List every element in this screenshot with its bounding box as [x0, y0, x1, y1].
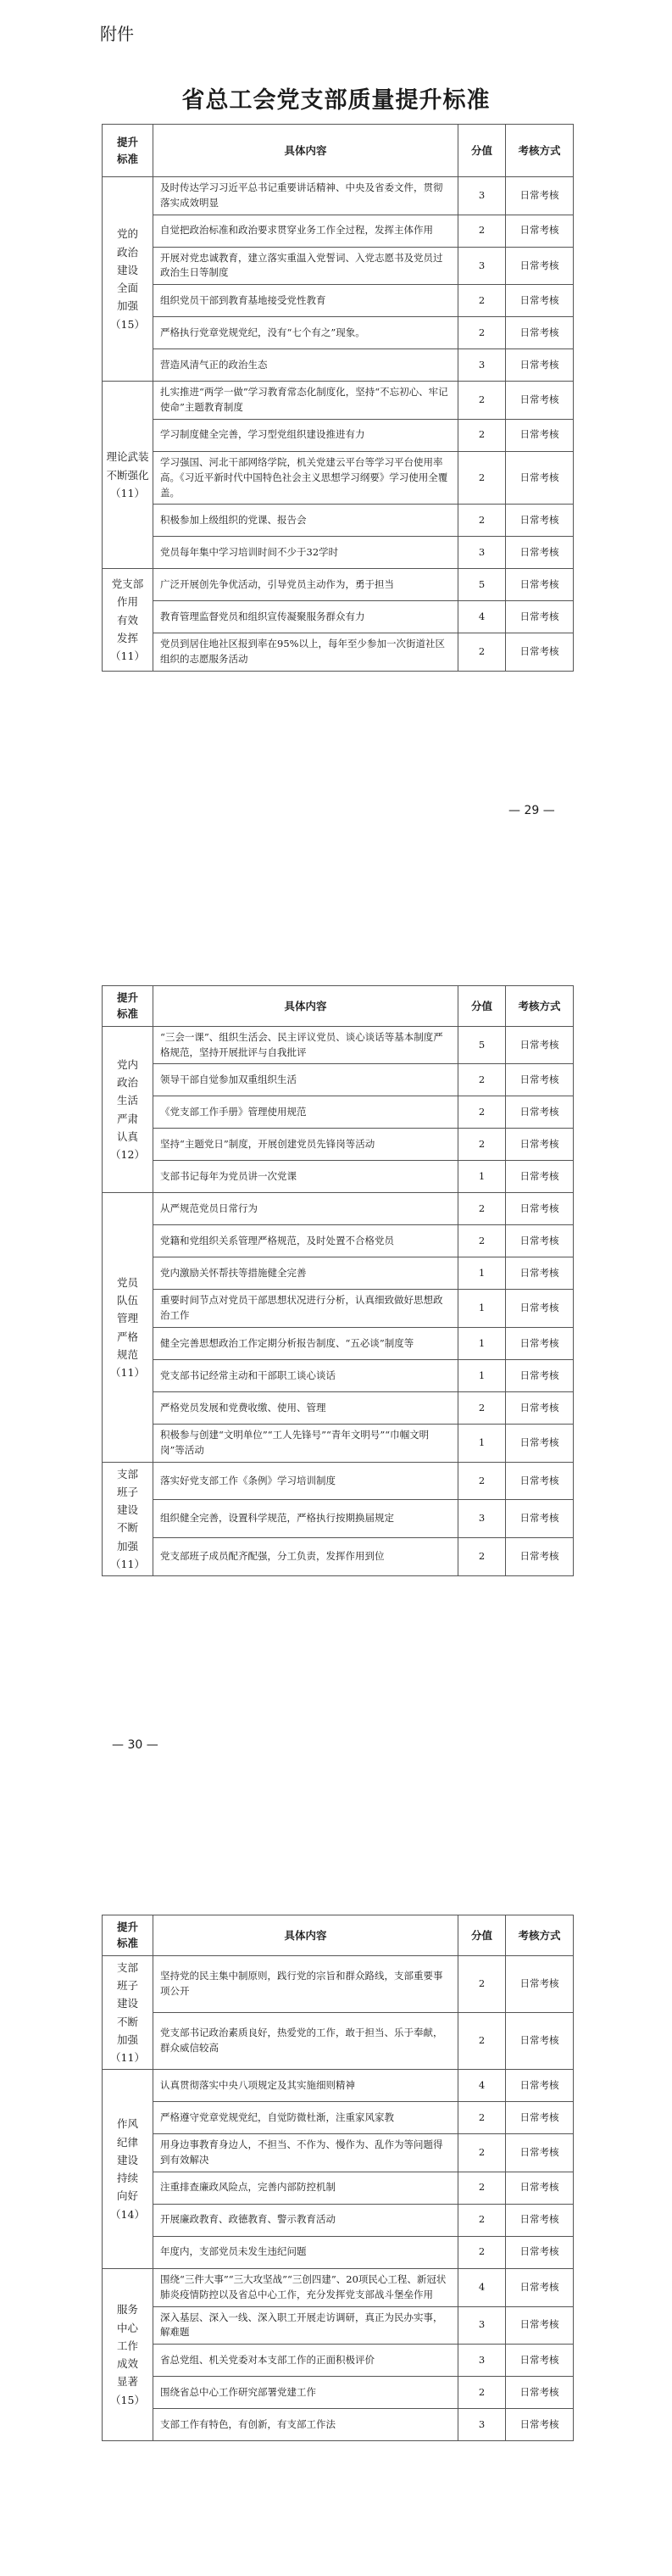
- score-cell: 2: [458, 382, 506, 420]
- method-cell: 日常考核: [506, 2172, 574, 2204]
- score-cell: 2: [458, 317, 506, 349]
- header-category: 提升 标准: [103, 125, 153, 177]
- content-cell: 严格遵守党章党规党纪，自觉防微杜渐，注重家风家教: [153, 2102, 458, 2134]
- score-cell: 4: [458, 2268, 506, 2306]
- method-cell: 日常考核: [506, 1538, 574, 1576]
- content-cell: 年度内，支部党员未发生违纪问题: [153, 2236, 458, 2268]
- category-cell: [103, 1193, 153, 1462]
- content-cell: 组织健全完善，设置科学规范，严格执行按期换届规定: [153, 1500, 458, 1538]
- table-row: [103, 1360, 574, 1392]
- category-name: 支部 班子 建设 不断 加强: [116, 1467, 138, 1553]
- score-cell: 3: [458, 537, 506, 569]
- score-cell: 3: [458, 247, 506, 285]
- table-row: [103, 2102, 574, 2134]
- method-cell: 日常考核: [506, 2013, 574, 2070]
- method-cell: 日常考核: [506, 349, 574, 382]
- method-cell: 日常考核: [506, 1161, 574, 1193]
- score-cell: 1: [458, 1425, 506, 1463]
- table-header-row: [103, 125, 574, 177]
- score-cell: 2: [458, 2172, 506, 2204]
- category-name: 服务 中心 工作 成效 显著: [116, 2303, 138, 2389]
- table-row: [103, 1955, 574, 2012]
- score-cell: 2: [458, 2377, 506, 2409]
- category-score-total: （12）: [110, 1148, 145, 1162]
- content-cell: 认真贯彻落实中央八项规定及其实施细则精神: [153, 2070, 458, 2102]
- score-cell: 2: [458, 1193, 506, 1225]
- content-cell: 积极参与创建“文明单位”“工人先锋号”“青年文明号”“巾帼文明岗”等活动: [153, 1425, 458, 1463]
- content-cell: 深入基层、深入一线、深入职工开展走访调研，真正为民办实事，解难题: [153, 2306, 458, 2345]
- method-cell: 日常考核: [506, 601, 574, 633]
- method-cell: 日常考核: [506, 451, 574, 504]
- method-cell: 日常考核: [506, 1193, 574, 1225]
- content-cell: 围绕“三件大事”“三大攻坚战”“三创四建”、20项民心工程、新冠状肺炎疫情防控以及省总中心工作，充分发挥党支部战斗堡垒作用: [153, 2268, 458, 2306]
- content-cell: 学习强国、河北干部网络学院，机关党建云平台等学习平台使用率高。《习近平新时代中国特色社会主义思想学习纲要》学习使用全覆盖。: [153, 451, 458, 504]
- category-score-total: （15）: [110, 317, 145, 331]
- category-name: 理论武装 不断强化: [106, 450, 149, 482]
- method-cell: 日常考核: [506, 633, 574, 672]
- header-method: 考核方式: [506, 1915, 574, 1956]
- content-cell: 开展廉政教育、政德教育、警示教育活动: [153, 2204, 458, 2236]
- score-cell: 2: [458, 451, 506, 504]
- table-row: [103, 2377, 574, 2409]
- score-cell: 3: [458, 2409, 506, 2441]
- method-cell: 日常考核: [506, 1425, 574, 1463]
- method-cell: 日常考核: [506, 537, 574, 569]
- standards-table-1: [102, 124, 574, 672]
- header-score: 分值: [458, 1915, 506, 1956]
- method-cell: 日常考核: [506, 382, 574, 420]
- score-cell: 1: [458, 1290, 506, 1328]
- header-method: 考核方式: [506, 125, 574, 177]
- table-row: [103, 2236, 574, 2268]
- content-cell: 学习制度健全完善，学习型党组织建设推进有力: [153, 419, 458, 451]
- table-row: [103, 633, 574, 672]
- method-cell: 日常考核: [506, 2236, 574, 2268]
- score-cell: 2: [458, 633, 506, 672]
- table-row: [103, 2172, 574, 2204]
- score-cell: 2: [458, 1225, 506, 1257]
- category-score-total: （15）: [110, 2393, 145, 2406]
- content-cell: 健全完善思想政治工作定期分析报告制度、“五必谈”制度等: [153, 1328, 458, 1360]
- page-title: 省总工会党支部质量提升标准: [181, 87, 491, 114]
- table-row: [103, 1161, 574, 1193]
- category-name: 支部 班子 建设 不断 加强: [116, 1960, 138, 2046]
- content-cell: 严格执行党章党规党纪，没有“七个有之”现象。: [153, 317, 458, 349]
- method-cell: 日常考核: [506, 1064, 574, 1096]
- content-cell: 坚持党的民主集中制原则，践行党的宗旨和群众路线，支部重要事项公开: [153, 1955, 458, 2012]
- score-cell: 4: [458, 2070, 506, 2102]
- header-score: 分值: [458, 986, 506, 1027]
- content-cell: 党支部书记经常主动和干部职工谈心谈话: [153, 1360, 458, 1392]
- score-cell: 2: [458, 2134, 506, 2172]
- page-number: — 29 —: [508, 804, 555, 817]
- content-cell: 坚持“主题党日”制度，开展创建党员先锋岗等活动: [153, 1129, 458, 1161]
- content-cell: 党内激励关怀帮扶等措施健全完善: [153, 1257, 458, 1290]
- score-cell: 1: [458, 1257, 506, 1290]
- category-cell: [103, 1026, 153, 1193]
- table-row: [103, 537, 574, 569]
- content-cell: 党员到居住地社区报到率在95%以上，每年至少参加一次街道社区组织的志愿服务活动: [153, 633, 458, 672]
- content-cell: 自觉把政治标准和政治要求贯穿业务工作全过程，发挥主体作用: [153, 215, 458, 247]
- category-name: 党内 政治 生活 严肃 认真: [116, 1057, 138, 1143]
- method-cell: 日常考核: [506, 1096, 574, 1129]
- table-row: [103, 177, 574, 215]
- content-cell: 党支部书记政治素质良好，热爱党的工作，敢于担当、乐于奉献，群众威信较高: [153, 2013, 458, 2070]
- method-cell: 日常考核: [506, 1290, 574, 1328]
- table-row: [103, 1392, 574, 1425]
- score-cell: 2: [458, 285, 506, 317]
- table-row: [103, 505, 574, 537]
- content-cell: 积极参加上级组织的党课、报告会: [153, 505, 458, 537]
- content-cell: 从严规范党员日常行为: [153, 1193, 458, 1225]
- header-category: 提升 标准: [103, 986, 153, 1027]
- score-cell: 3: [458, 177, 506, 215]
- method-cell: 日常考核: [506, 1225, 574, 1257]
- table-row: [103, 2134, 574, 2172]
- category-score-total: （11）: [110, 1557, 145, 1570]
- table-row: [103, 247, 574, 285]
- table-row: [103, 317, 574, 349]
- content-cell: 广泛开展创先争优活动，引导党员主动作为，勇于担当: [153, 569, 458, 601]
- table-row: [103, 1257, 574, 1290]
- method-cell: 日常考核: [506, 2102, 574, 2134]
- category-score-total: （14）: [110, 2207, 145, 2221]
- method-cell: 日常考核: [506, 1955, 574, 2012]
- table-row: [103, 1425, 574, 1463]
- category-cell: [103, 2070, 153, 2269]
- content-cell: 扎实推进“两学一做”学习教育常态化制度化，坚持“不忘初心、牢记使命”主题教育制度: [153, 382, 458, 420]
- category-cell: [103, 1462, 153, 1576]
- score-cell: 3: [458, 349, 506, 382]
- method-cell: 日常考核: [506, 1328, 574, 1360]
- table-row: [103, 1538, 574, 1576]
- content-cell: 党支部班子成员配齐配强，分工负责，发挥作用到位: [153, 1538, 458, 1576]
- table-row: [103, 349, 574, 382]
- header-method: 考核方式: [506, 986, 574, 1027]
- method-cell: 日常考核: [506, 419, 574, 451]
- score-cell: 3: [458, 2306, 506, 2345]
- table-row: [103, 419, 574, 451]
- method-cell: 日常考核: [506, 2268, 574, 2306]
- content-cell: 支部书记每年为党员讲一次党课: [153, 1161, 458, 1193]
- score-cell: 2: [458, 1538, 506, 1576]
- content-cell: 党籍和党组织关系管理严格规范，及时处置不合格党员: [153, 1225, 458, 1257]
- standards-table-2: [102, 985, 574, 1576]
- method-cell: 日常考核: [506, 1392, 574, 1425]
- content-cell: 领导干部自觉参加双重组织生活: [153, 1064, 458, 1096]
- score-cell: 2: [458, 1955, 506, 2012]
- table-row: [103, 1064, 574, 1096]
- table-row: [103, 1328, 574, 1360]
- score-cell: 1: [458, 1360, 506, 1392]
- content-cell: 注重排查廉政风险点，完善内部防控机制: [153, 2172, 458, 2204]
- score-cell: 2: [458, 2013, 506, 2070]
- score-cell: 2: [458, 2102, 506, 2134]
- table-row: [103, 2268, 574, 2306]
- table-row: [103, 215, 574, 247]
- method-cell: 日常考核: [506, 2409, 574, 2441]
- method-cell: 日常考核: [506, 505, 574, 537]
- table-row: [103, 2345, 574, 2377]
- score-cell: 2: [458, 419, 506, 451]
- header-score: 分值: [458, 125, 506, 177]
- content-cell: 省总党组、机关党委对本支部工作的正面积极评价: [153, 2345, 458, 2377]
- content-cell: 支部工作有特色，有创新，有支部工作法: [153, 2409, 458, 2441]
- category-name: 党的 政治 建设 全面 加强: [116, 227, 138, 313]
- score-cell: 2: [458, 1462, 506, 1500]
- table-header-row: [103, 986, 574, 1027]
- content-cell: 用身边事教育身边人，不担当、不作为、慢作为、乱作为等问题得到有效解决: [153, 2134, 458, 2172]
- score-cell: 5: [458, 1026, 506, 1064]
- content-cell: 严格党员发展和党费收缴、使用、管理: [153, 1392, 458, 1425]
- table-row: [103, 1193, 574, 1225]
- category-score-total: （11）: [110, 2051, 145, 2064]
- method-cell: 日常考核: [506, 569, 574, 601]
- table-row: [103, 601, 574, 633]
- attachment-label: 附件: [100, 24, 134, 44]
- method-cell: 日常考核: [506, 1026, 574, 1064]
- score-cell: 1: [458, 1161, 506, 1193]
- method-cell: 日常考核: [506, 177, 574, 215]
- method-cell: 日常考核: [506, 2306, 574, 2345]
- table-row: [103, 1500, 574, 1538]
- method-cell: 日常考核: [506, 247, 574, 285]
- method-cell: 日常考核: [506, 2070, 574, 2102]
- method-cell: 日常考核: [506, 1500, 574, 1538]
- table-row: [103, 1462, 574, 1500]
- score-cell: 2: [458, 1129, 506, 1161]
- header-content: 具体内容: [153, 1915, 458, 1956]
- table-row: [103, 451, 574, 504]
- content-cell: 落实好党支部工作《条例》学习培训制度: [153, 1462, 458, 1500]
- content-cell: 教育管理监督党员和组织宣传凝聚服务群众有力: [153, 601, 458, 633]
- category-score-total: （11）: [110, 1366, 145, 1379]
- method-cell: 日常考核: [506, 1462, 574, 1500]
- method-cell: 日常考核: [506, 1257, 574, 1290]
- table-row: [103, 2013, 574, 2070]
- category-name: 党支部 作用 有效 发挥: [111, 577, 144, 644]
- table-row: [103, 2306, 574, 2345]
- method-cell: 日常考核: [506, 1129, 574, 1161]
- method-cell: 日常考核: [506, 215, 574, 247]
- score-cell: 4: [458, 601, 506, 633]
- score-cell: 2: [458, 505, 506, 537]
- table-row: [103, 382, 574, 420]
- score-cell: 3: [458, 1500, 506, 1538]
- score-cell: 3: [458, 2345, 506, 2377]
- header-content: 具体内容: [153, 125, 458, 177]
- category-cell: [103, 177, 153, 382]
- score-cell: 1: [458, 1328, 506, 1360]
- category-cell: [103, 382, 153, 569]
- score-cell: 2: [458, 1096, 506, 1129]
- content-cell: “三会一课”、组织生活会、民主评议党员、谈心谈话等基本制度严格规范，坚持开展批评与自我批评: [153, 1026, 458, 1064]
- content-cell: 围绕省总中心工作研究部署党建工作: [153, 2377, 458, 2409]
- table-row: [103, 2204, 574, 2236]
- table-row: [103, 2070, 574, 2102]
- standards-table-3: [102, 1915, 574, 2441]
- table-row: [103, 1129, 574, 1161]
- table-row: [103, 569, 574, 601]
- content-cell: 《党支部工作手册》管理使用规范: [153, 1096, 458, 1129]
- header-content: 具体内容: [153, 986, 458, 1027]
- content-cell: 党员每年集中学习培训时间不少于32学时: [153, 537, 458, 569]
- category-score-total: （11）: [110, 486, 145, 499]
- method-cell: 日常考核: [506, 2345, 574, 2377]
- method-cell: 日常考核: [506, 2377, 574, 2409]
- category-cell: [103, 2268, 153, 2440]
- table-row: [103, 1225, 574, 1257]
- table-row: [103, 1290, 574, 1328]
- score-cell: 2: [458, 1392, 506, 1425]
- score-cell: 2: [458, 2204, 506, 2236]
- category-name: 作风 纪律 建设 持续 向好: [116, 2117, 138, 2203]
- method-cell: 日常考核: [506, 317, 574, 349]
- method-cell: 日常考核: [506, 2134, 574, 2172]
- content-cell: 及时传达学习习近平总书记重要讲话精神、中央及省委文件，贯彻落实成效明显: [153, 177, 458, 215]
- table-row: [103, 2409, 574, 2441]
- category-cell: [103, 1955, 153, 2070]
- content-cell: 重要时间节点对党员干部思想状况进行分析，认真细致做好思想政治工作: [153, 1290, 458, 1328]
- method-cell: 日常考核: [506, 1360, 574, 1392]
- content-cell: 开展对党忠诚教育，建立落实重温入党誓词、入党志愿书及党员过政治生日等制度: [153, 247, 458, 285]
- content-cell: 组织党员干部到教育基地接受党性教育: [153, 285, 458, 317]
- content-cell: 营造风清气正的政治生态: [153, 349, 458, 382]
- page-number: — 30 —: [112, 1738, 158, 1752]
- score-cell: 2: [458, 1064, 506, 1096]
- header-category: 提升 标准: [103, 1915, 153, 1956]
- table-row: [103, 1096, 574, 1129]
- score-cell: 5: [458, 569, 506, 601]
- table-header-row: [103, 1915, 574, 1956]
- table-row: [103, 1026, 574, 1064]
- score-cell: 2: [458, 2236, 506, 2268]
- category-cell: [103, 569, 153, 672]
- table-row: [103, 285, 574, 317]
- category-name: 党员 队伍 管理 严格 规范: [116, 1275, 138, 1361]
- method-cell: 日常考核: [506, 2204, 574, 2236]
- method-cell: 日常考核: [506, 285, 574, 317]
- score-cell: 2: [458, 215, 506, 247]
- category-score-total: （11）: [110, 650, 145, 662]
